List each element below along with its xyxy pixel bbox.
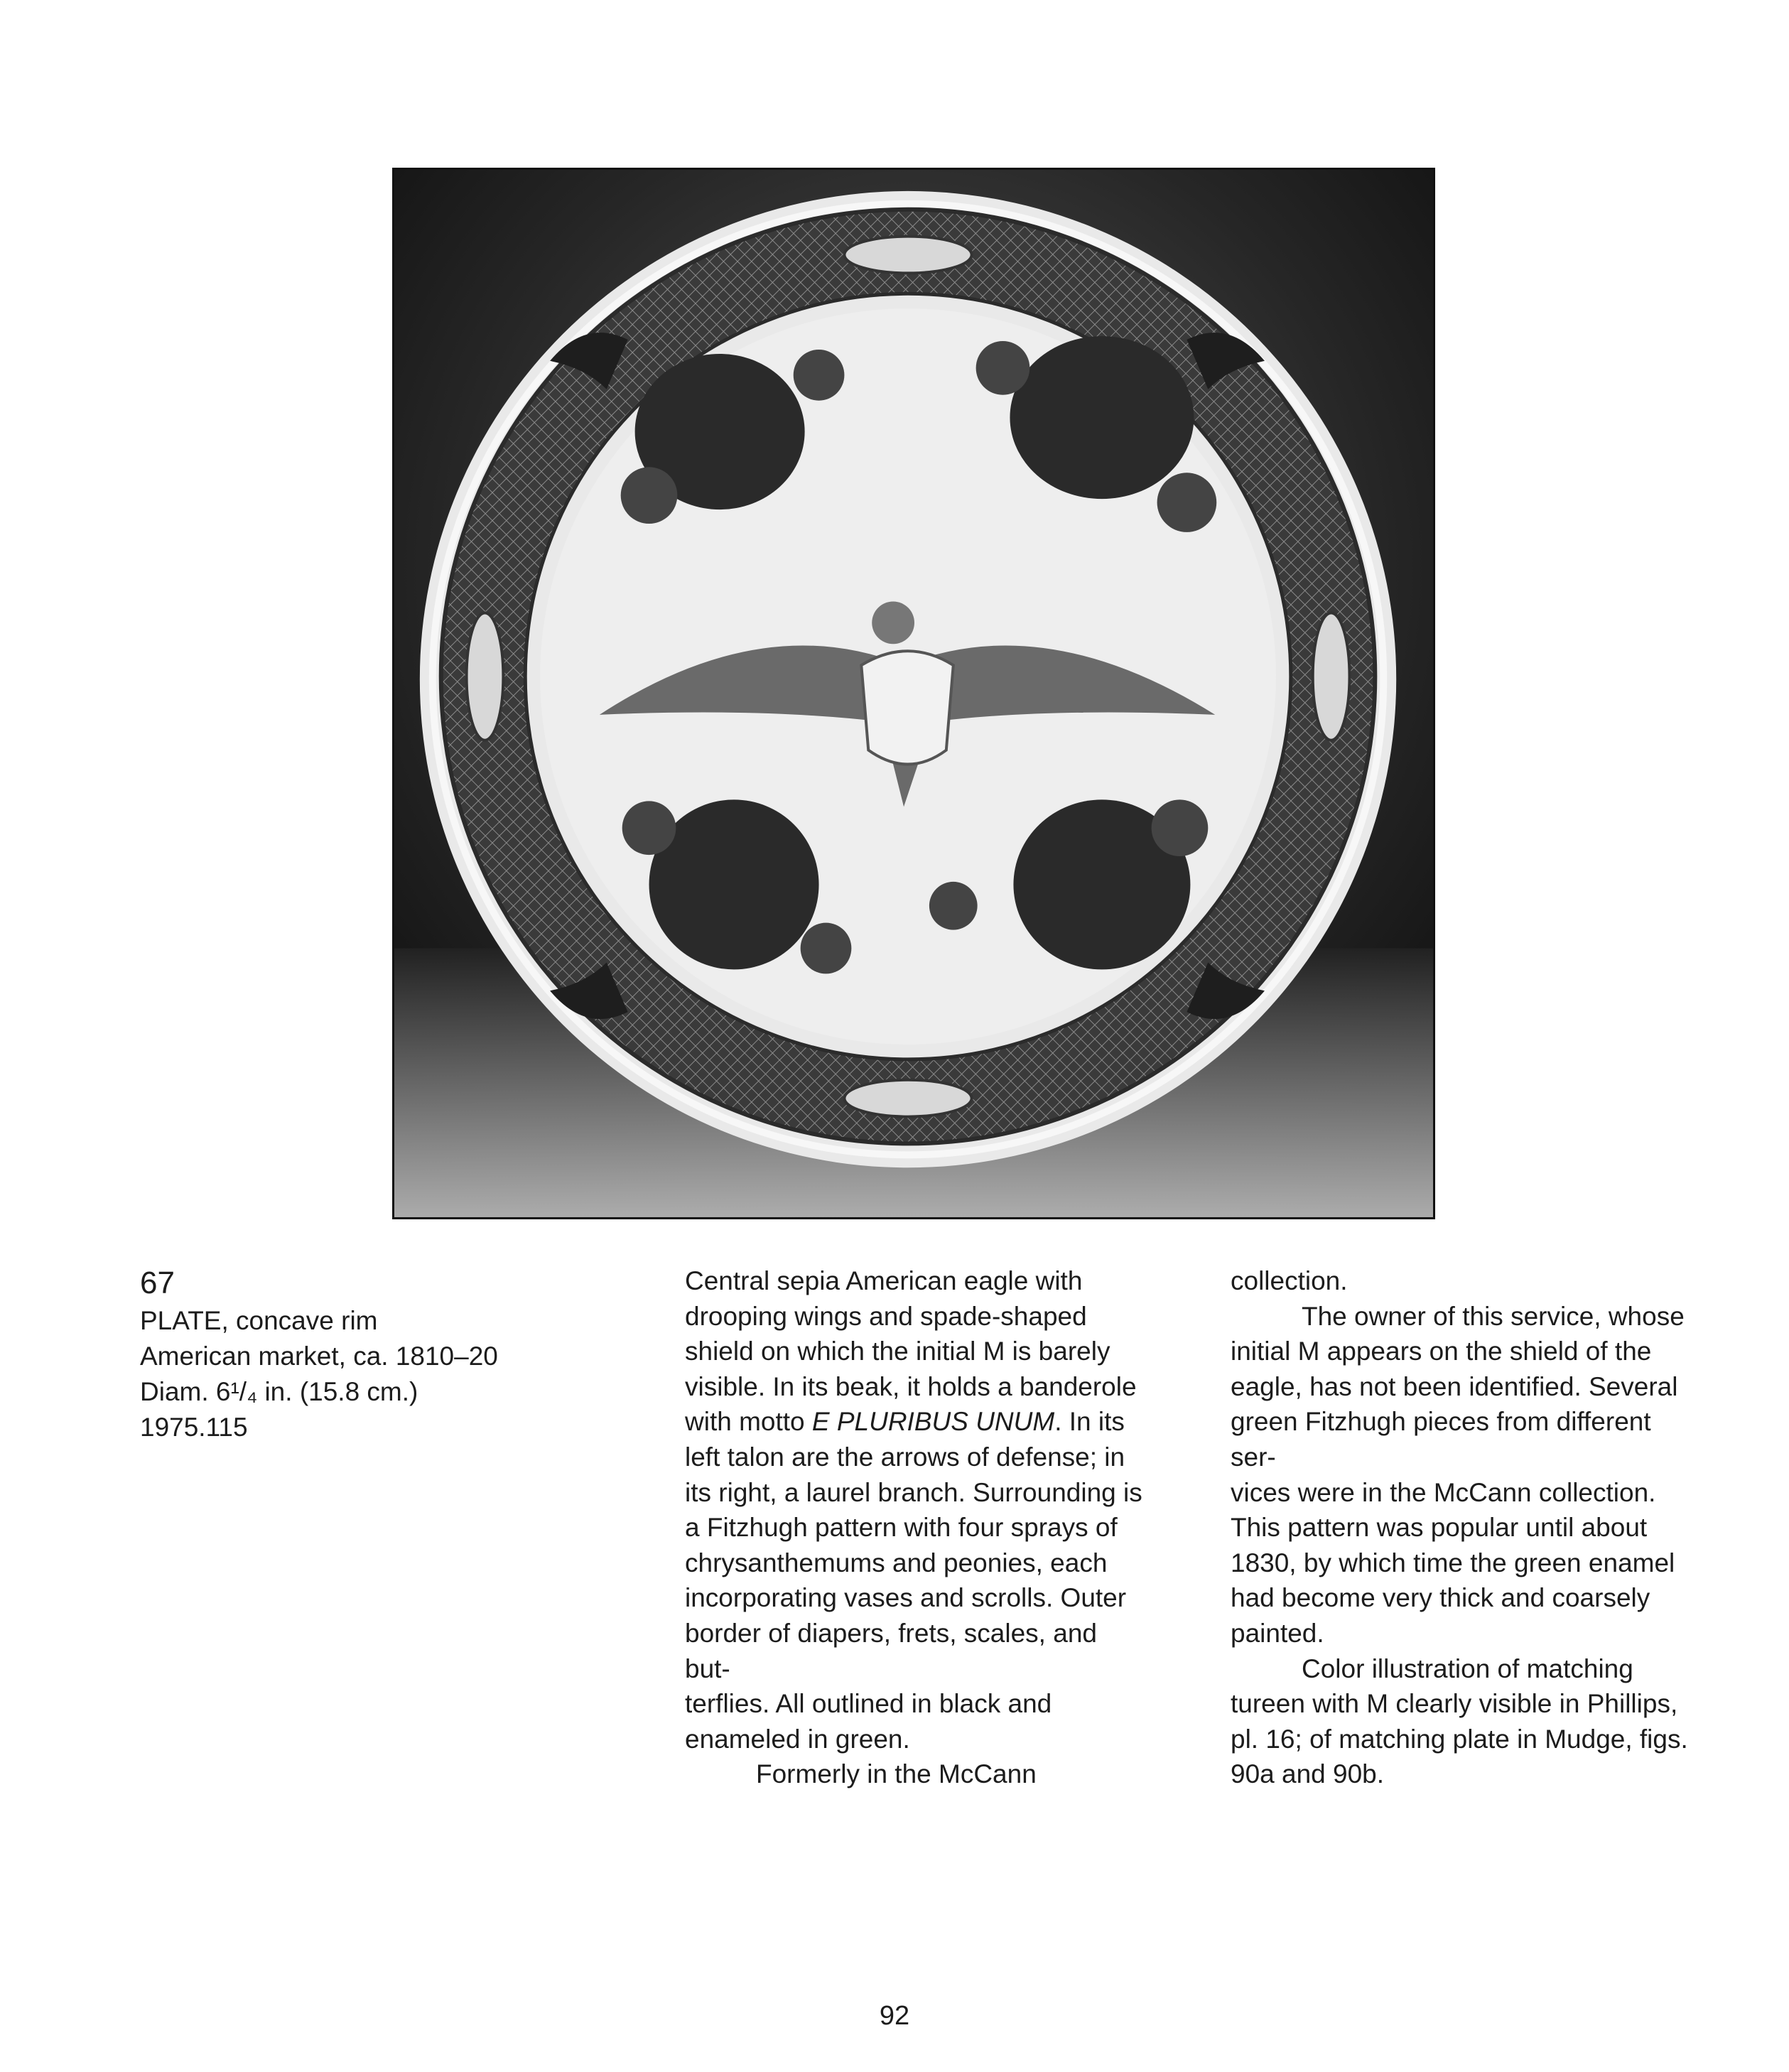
catalog-number: 67 xyxy=(140,1266,175,1300)
text-line: eagle, has not been identified. Several xyxy=(1231,1371,1678,1401)
text-line: Central sepia American eagle with xyxy=(685,1266,1083,1295)
body-column-2 xyxy=(1231,1263,1692,1792)
caption-line: Diam. 6¹/₄ in. (15.8 cm.) xyxy=(140,1377,418,1406)
text-line xyxy=(685,1404,1147,1440)
caption-line: PLATE, concave rim xyxy=(140,1306,378,1335)
plate-image xyxy=(394,170,1433,1217)
text-line: pl. 16; of matching plate in Mudge, figs. xyxy=(1231,1724,1688,1754)
text-line: border of diapers, frets, scales, and but- xyxy=(685,1618,1097,1683)
text-line: its right, a laurel branch. Surrounding is xyxy=(685,1477,1142,1507)
text-line: vices were in the McCann collection. xyxy=(1231,1477,1656,1507)
text-line: incorporating vases and scrolls. Outer xyxy=(685,1583,1127,1613)
text-line: left talon are the arrows of defense; in xyxy=(685,1442,1125,1472)
caption-line: American market, ca. 1810–20 xyxy=(140,1342,498,1371)
text-line: green Fitzhugh pieces from different ser- xyxy=(1231,1407,1651,1472)
text-span: . In its xyxy=(1054,1407,1125,1437)
text-line: had become very thick and coarsely xyxy=(1231,1583,1650,1613)
text-line: visible. In its beak, it holds a banderole xyxy=(685,1371,1137,1401)
text-line: Formerly in the McCann xyxy=(756,1759,1037,1789)
text-line: initial M appears on the shield of the xyxy=(1231,1337,1652,1366)
text-line: drooping wings and spade-shaped xyxy=(685,1301,1087,1331)
text-line: a Fitzhugh pattern with four sprays of xyxy=(685,1513,1118,1543)
plate-photograph xyxy=(392,168,1435,1219)
body-column-1 xyxy=(685,1263,1147,1792)
caption-line: 1975.115 xyxy=(140,1413,248,1442)
page-number: 92 xyxy=(879,2001,910,2031)
text-line: painted. xyxy=(1231,1618,1324,1648)
text-line: enameled in green. xyxy=(685,1724,910,1754)
text-line: 1830, by which time the green enamel xyxy=(1231,1548,1675,1577)
text-line: shield on which the initial M is barely xyxy=(685,1337,1110,1366)
text-span: with motto xyxy=(685,1407,812,1437)
text-line: Color illustration of matching xyxy=(1302,1653,1633,1683)
motto: E PLURIBUS UNUM xyxy=(811,1407,1055,1437)
text-line: collection. xyxy=(1231,1266,1348,1295)
text-line: 90a and 90b. xyxy=(1231,1759,1385,1789)
text-line: terflies. All outlined in black and xyxy=(685,1689,1052,1719)
figure-caption xyxy=(140,1263,595,1445)
text-line: tureen with M clearly visible in Phillips, xyxy=(1231,1689,1678,1719)
text-line: This pattern was popular until about xyxy=(1231,1513,1648,1543)
text-line: The owner of this service, whose xyxy=(1302,1301,1685,1331)
text-line: chrysanthemums and peonies, each xyxy=(685,1548,1108,1577)
